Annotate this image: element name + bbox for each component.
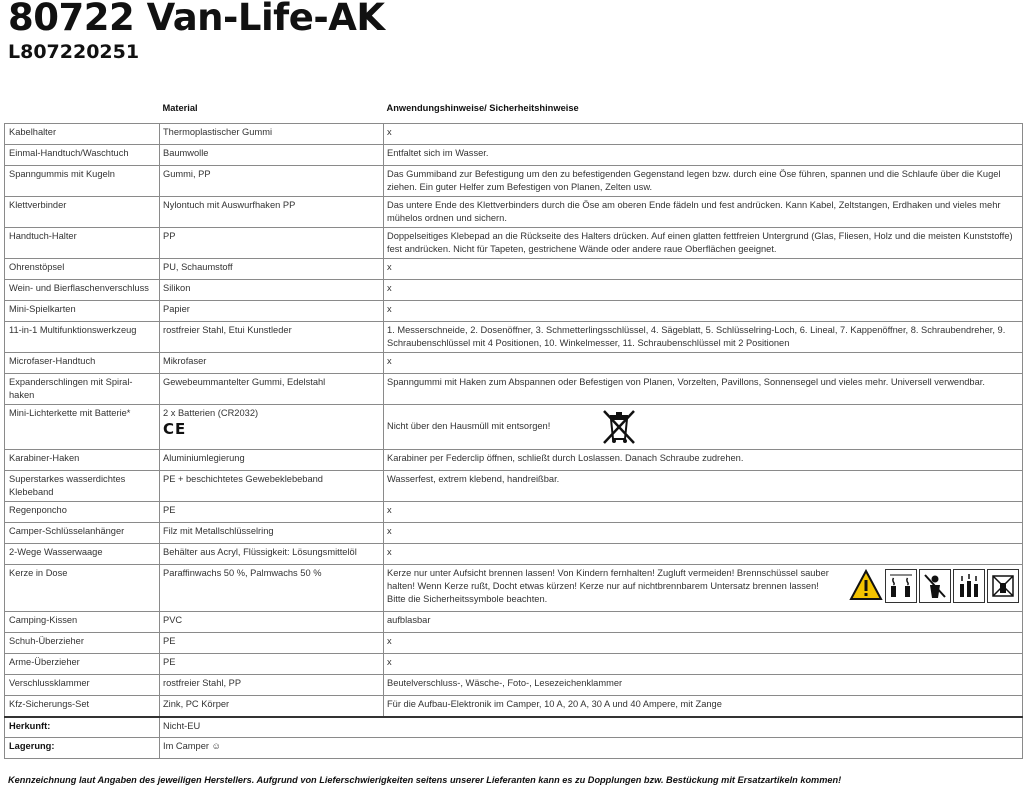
item-name: Mini-Lichterkette mit Batterie*: [5, 405, 160, 450]
item-material: PVC: [160, 612, 384, 633]
item-material: rostfreier Stahl, Etui Kunstleder: [160, 322, 384, 353]
item-note: Wasserfest, extrem klebend, handreißbar.: [384, 471, 1023, 502]
item-material: Gummi, PP: [160, 166, 384, 197]
item-material: Filz mit Metallschlüsselring: [160, 523, 384, 544]
item-material: 2 x Batterien (CR2032): [163, 408, 259, 418]
table-row: [5, 259, 1023, 280]
item-name: Camping-Kissen: [5, 612, 160, 633]
product-table: [4, 99, 1023, 759]
page-title: 80722 Van-Life-AK: [8, 0, 385, 39]
table-row: [5, 612, 1023, 633]
ce-mark-icon: CE: [163, 420, 187, 438]
item-note: Nicht über den Hausmüll mit entsorgen!: [387, 420, 551, 431]
item-name: Microfaser-Handtuch: [5, 353, 160, 374]
item-note: x: [384, 280, 1023, 301]
item-material: rostfreier Stahl, PP: [160, 675, 384, 696]
item-note: Für die Aufbau-Elektronik im Camper, 10 A, 20 A, 30 A und 40 Ampere, mit Zange: [384, 696, 1023, 717]
table-row: [5, 654, 1023, 675]
table-row: [5, 197, 1023, 228]
column-header-item: [5, 99, 160, 124]
item-name: Einmal-Handtuch/Waschtuch: [5, 145, 160, 166]
warning-triangle-icon: [849, 569, 883, 601]
item-name: Klettverbinder: [5, 197, 160, 228]
origin-row: [5, 717, 1023, 738]
item-name: Camper-Schlüsselanhänger: [5, 523, 160, 544]
item-name: Kabelhalter: [5, 124, 160, 145]
item-name: Kfz-Sicherungs-Set: [5, 696, 160, 717]
item-name: Regenponcho: [5, 502, 160, 523]
table-row: [5, 471, 1023, 502]
item-note: x: [384, 523, 1023, 544]
table-row: [5, 374, 1023, 405]
item-note: x: [384, 124, 1023, 145]
item-note: aufblasbar: [384, 612, 1023, 633]
no-draft-icon: [953, 569, 985, 603]
item-name: Arme-Überzieher: [5, 654, 160, 675]
item-material: Paraffinwachs 50 %, Palmwachs 50 %: [160, 565, 384, 612]
item-material: Nylontuch mit Auswurfhaken PP: [160, 197, 384, 228]
table-row: [5, 502, 1023, 523]
item-name: Handtuch-Halter: [5, 228, 160, 259]
item-note: x: [384, 633, 1023, 654]
item-note-cell: [384, 405, 1023, 450]
item-material: Behälter aus Acryl, Flüssigkeit: Lösungsmittelöl: [160, 544, 384, 565]
item-name: Expanderschlingen mit Spiral-haken: [5, 374, 160, 405]
item-name: Karabiner-Haken: [5, 450, 160, 471]
table-row: [5, 124, 1023, 145]
item-name: Verschlussklammer: [5, 675, 160, 696]
item-material: Gewebeummantelter Gummi, Edelstahl: [160, 374, 384, 405]
no-flammable-surface-icon: [987, 569, 1019, 603]
item-name: Wein- und Bierflaschenverschluss: [5, 280, 160, 301]
item-note: Das untere Ende des Klettverbinders durch die Öse am oberen Ende fädeln und fest andrücken. Kann Kabel, Zeltstangen, Erdhaken und vieles mehr mühelos ordnen und sichern.: [384, 197, 1023, 228]
item-name: 11-in-1 Multifunktionswerkzeug: [5, 322, 160, 353]
item-material: Zink, PC Körper: [160, 696, 384, 717]
storage-row: [5, 738, 1023, 759]
item-note: Kerze nur unter Aufsicht brennen lassen! Von Kindern fernhalten! Zugluft vermeiden! Brennschüssel sauber halten! Wenn Kerze rußt, Docht etwas kürzen! Kerze nur auf nichtbrennbarem Untersatz brennen lassen! Bitte die Sicherheitssymbole beachten.: [387, 568, 829, 604]
table-row: [5, 696, 1023, 717]
item-material: PE: [160, 633, 384, 654]
item-note: x: [384, 259, 1023, 280]
item-material-cell: [160, 405, 384, 450]
item-material: Thermoplastischer Gummi: [160, 124, 384, 145]
storage-value: Im Camper ☺: [160, 738, 1023, 759]
item-name: Schuh-Überzieher: [5, 633, 160, 654]
storage-label: Lagerung:: [5, 738, 160, 759]
item-note: Entfaltet sich im Wasser.: [384, 145, 1023, 166]
footnote: Kennzeichnung laut Angaben des jeweiligen Herstellers. Aufgrund von Lieferschwierigkeiten seitens unserer Lieferanten kann es zu Dopplungen bzw. Bestückung mit Ersatzartikeln kommen!: [8, 775, 842, 785]
item-note: Karabiner per Federclip öffnen, schließt durch Loslassen. Danach Schraube zudrehen.: [384, 450, 1023, 471]
origin-label: Herkunft:: [5, 717, 160, 738]
crossed-out-bin-icon: [599, 407, 639, 445]
table-header-row: [5, 99, 1023, 124]
item-note: x: [384, 544, 1023, 565]
item-note: Doppelseitiges Klebepad an die Rückseite des Halters drücken. Auf einen glatten fettfreien Untergrund (Glas, Fliesen, Holz und die meisten Kunststoffe) fest andrücken. Nicht für Tapeten, gestrichene Wände oder andere raue Oberflächen geeignet.: [384, 228, 1023, 259]
origin-value: Nicht-EU: [160, 717, 1023, 738]
item-name: Superstarkes wasserdichtes Klebeband: [5, 471, 160, 502]
item-name: 2-Wege Wasserwaage: [5, 544, 160, 565]
item-material: Baumwolle: [160, 145, 384, 166]
table-row: [5, 450, 1023, 471]
table-row: [5, 544, 1023, 565]
item-note: Spanngummi mit Haken zum Abspannen oder Befestigen von Planen, Vorzelten, Pavillons, Sonnensegel und vieles mehr. Universell verwendbar.: [384, 374, 1023, 405]
item-name: Ohrenstöpsel: [5, 259, 160, 280]
table-row: [5, 301, 1023, 322]
item-note: x: [384, 353, 1023, 374]
column-header-material: Material: [162, 103, 198, 113]
article-number: L807220251: [8, 41, 140, 63]
table-row: [5, 565, 1023, 612]
item-material: PP: [160, 228, 384, 259]
item-name: Spanngummis mit Kugeln: [5, 166, 160, 197]
item-note: Beutelverschluss-, Wäsche-, Foto-, Lesezeichenklammer: [384, 675, 1023, 696]
item-material: Silikon: [160, 280, 384, 301]
item-note: 1. Messerschneide, 2. Dosenöffner, 3. Schmetterlingsschlüssel, 4. Sägeblatt, 5. Schlüsselring-Loch, 6. Lineal, 7. Kappenöffner, 8. Schraubendreher, 9. Schraubenschlüssel mit 4 Positionen, 10. Winkelmesser, 11. Schraubenschlüssel mit 2 Positionen: [384, 322, 1023, 353]
table-row: [5, 166, 1023, 197]
item-note: x: [384, 301, 1023, 322]
item-material: Aluminiumlegierung: [160, 450, 384, 471]
no-children-icon: [919, 569, 951, 603]
item-material: PE + beschichtetes Gewebeklebeband: [160, 471, 384, 502]
table-row: [5, 353, 1023, 374]
item-note-cell: [384, 565, 1023, 612]
item-material: PU, Schaumstoff: [160, 259, 384, 280]
table-row: [5, 633, 1023, 654]
item-material: PE: [160, 654, 384, 675]
item-material: Mikrofaser: [160, 353, 384, 374]
table-row: [5, 322, 1023, 353]
table-row: [5, 145, 1023, 166]
table-row: [5, 405, 1023, 450]
safety-icons: [849, 569, 1019, 603]
table-row: [5, 523, 1023, 544]
item-note: x: [384, 654, 1023, 675]
item-material: Papier: [160, 301, 384, 322]
column-header-notes: Anwendungshinweise/ Sicherheitshinweise: [386, 103, 579, 113]
item-note: Das Gummiband zur Befestigung um den zu befestigenden Gegenstand legen bzw. durch eine Öse führen, spannen und die Schlaufe über die Kugel ziehen. Ein guter Helfer zum Befestigen von Planen, Zelten usw.: [384, 166, 1023, 197]
item-name: Kerze in Dose: [5, 565, 160, 612]
table-row: [5, 228, 1023, 259]
item-note: x: [384, 502, 1023, 523]
item-material: PE: [160, 502, 384, 523]
candle-distance-icon: [885, 569, 917, 603]
table-row: [5, 675, 1023, 696]
table-row: [5, 280, 1023, 301]
item-name: Mini-Spielkarten: [5, 301, 160, 322]
